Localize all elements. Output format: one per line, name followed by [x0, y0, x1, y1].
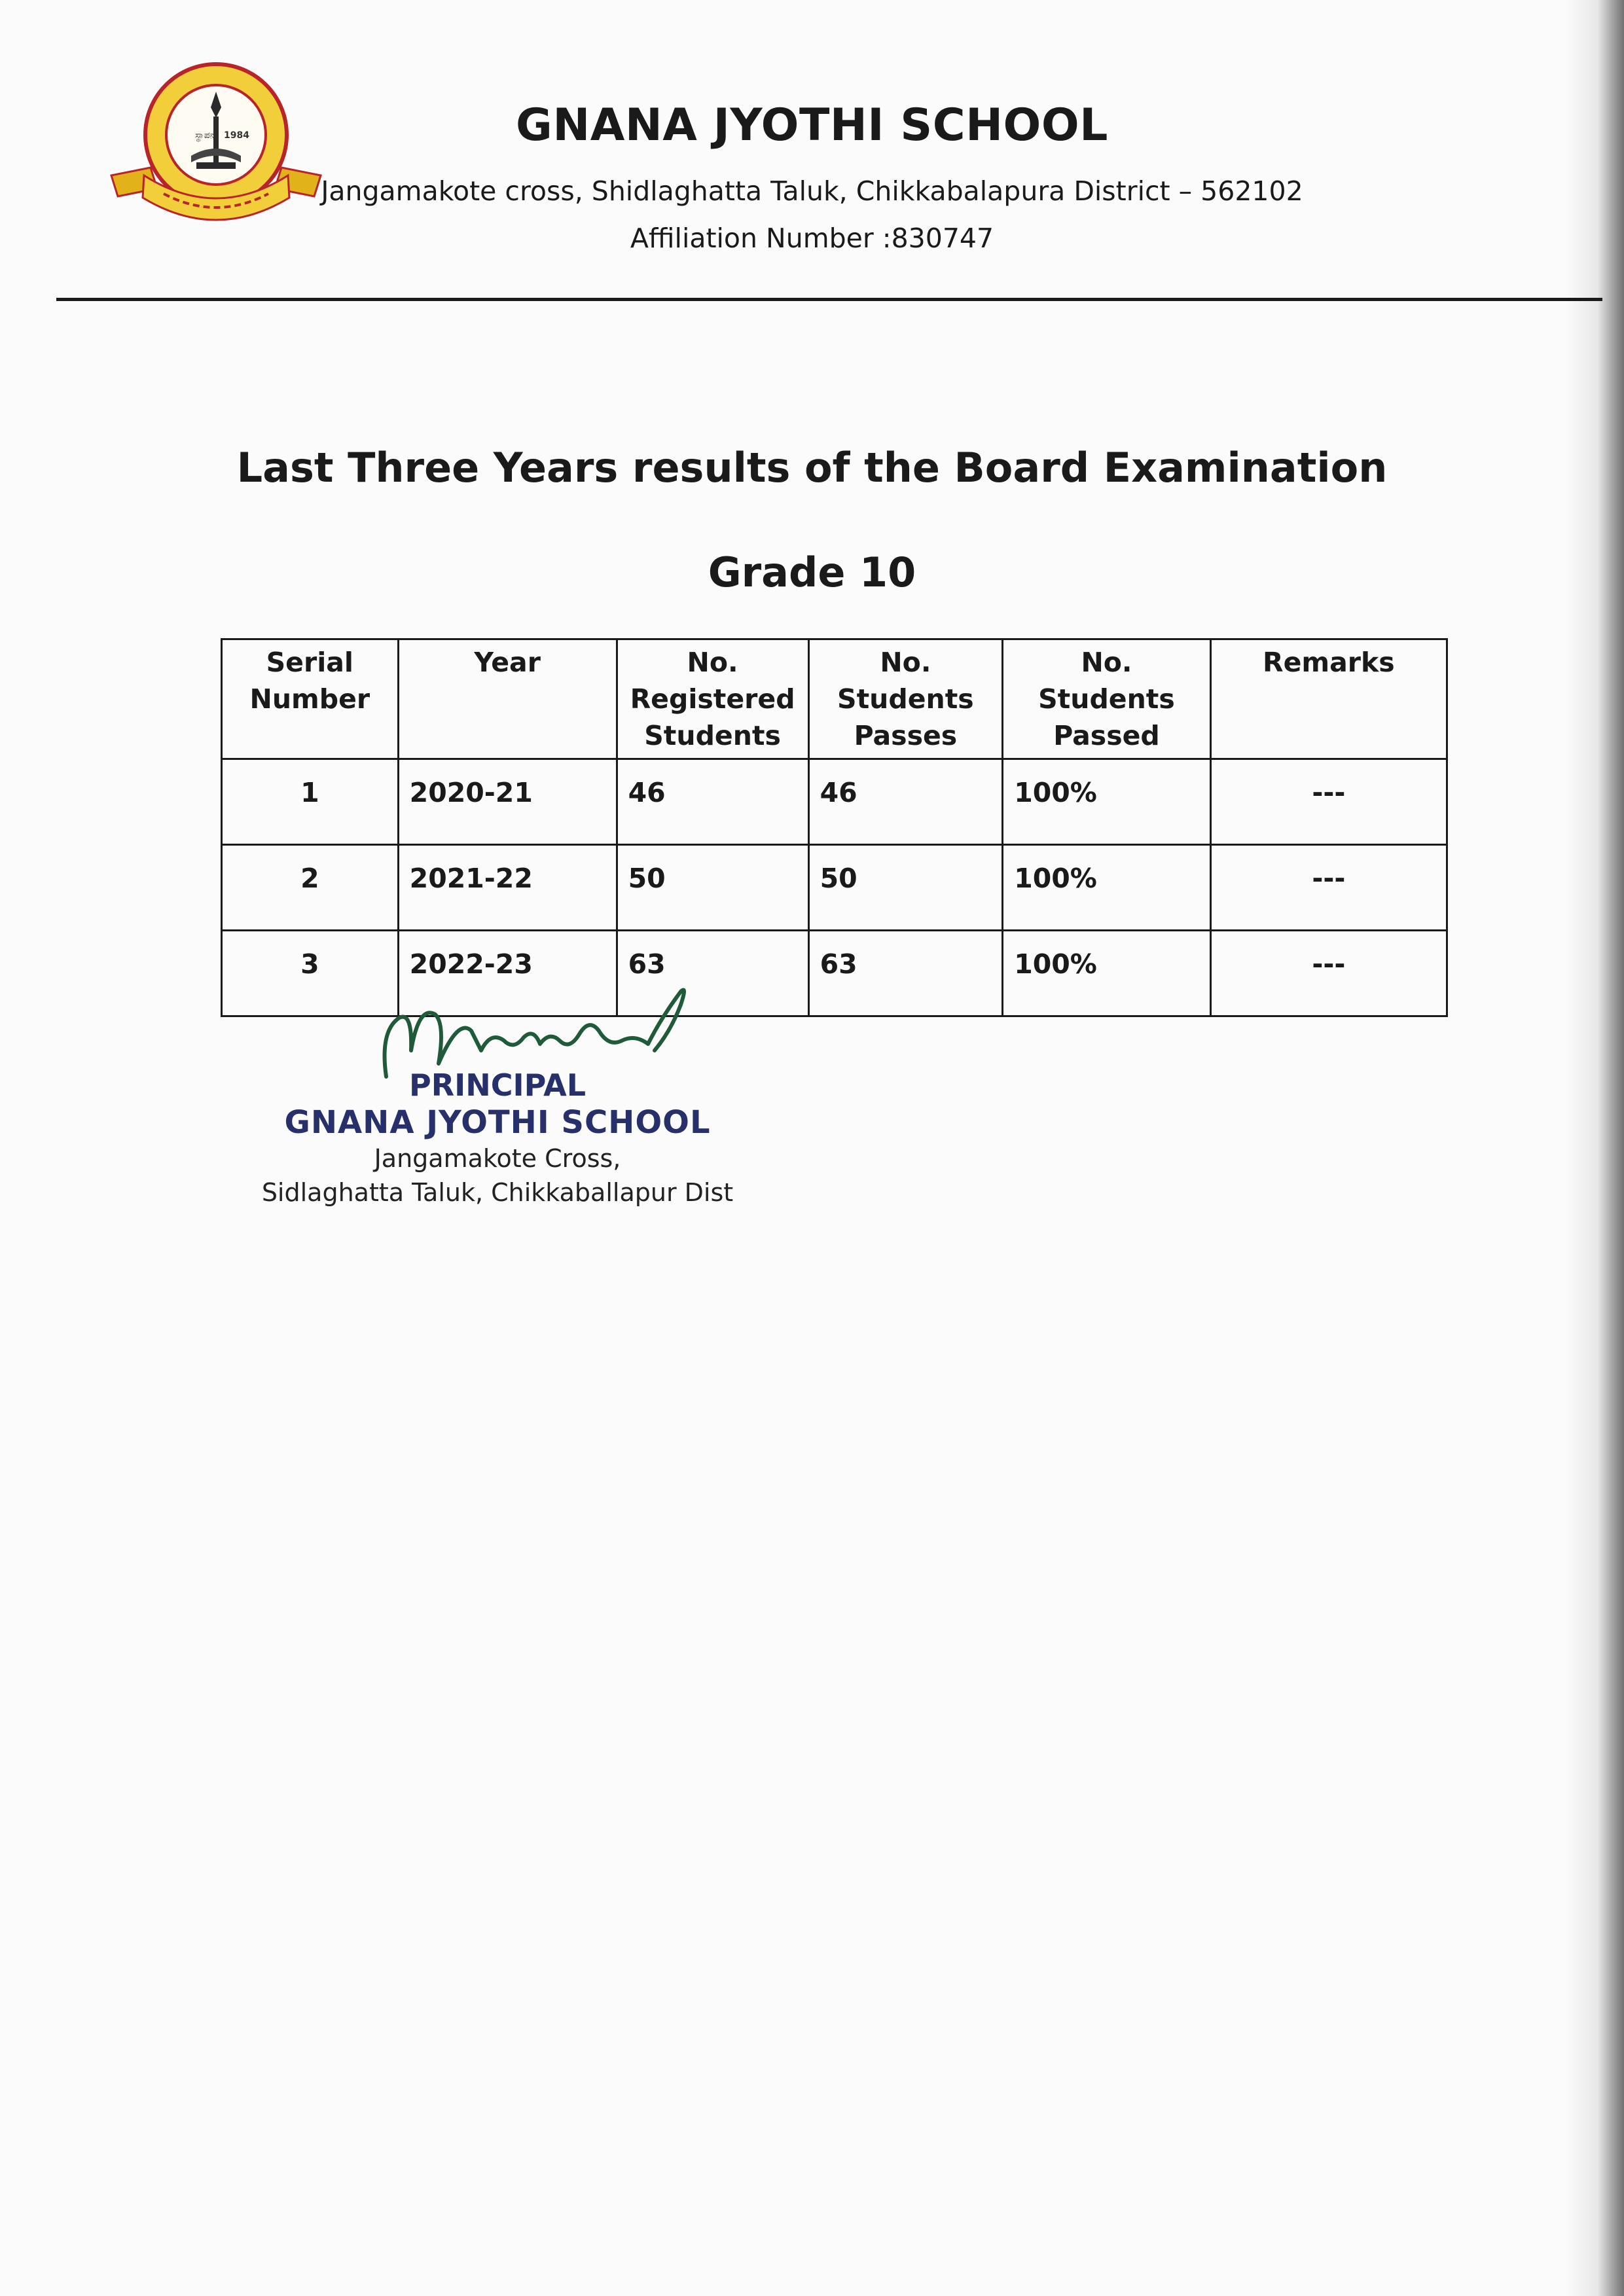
principal-stamp [249, 1067, 746, 1210]
header-year: Year [398, 639, 617, 759]
cell-year: 2021-22 [398, 845, 617, 931]
header-students-passes: No. Students Passes [808, 639, 1003, 759]
header-students-passed: No. Students Passed [1003, 639, 1211, 759]
page-title: Last Three Years results of the Board Examination [236, 444, 1388, 492]
cell-passed: 100% [1003, 759, 1211, 845]
cell-passes: 63 [808, 931, 1003, 1016]
svg-text:1984: 1984 [224, 130, 249, 141]
school-address: Jangamakote cross, Shidlaghatta Taluk, Chikkabalapura District – 562102 [321, 175, 1303, 207]
cell-remarks: --- [1210, 931, 1447, 1016]
cell-passed: 100% [1003, 931, 1211, 1016]
school-name: GNANA JYOTHI SCHOOL [516, 99, 1108, 151]
results-table [221, 638, 1448, 1017]
stamp-address-line-2: Sidlaghatta Taluk, Chikkaballapur Dist [261, 1178, 734, 1207]
cell-year: 2020-21 [398, 759, 617, 845]
table-row [222, 845, 1447, 931]
page-edge-shadow [1565, 0, 1624, 2296]
cell-registered: 46 [617, 759, 808, 845]
stamp-school-name: GNANA JYOTHI SCHOOL [284, 1104, 711, 1141]
stamp-title: PRINCIPAL [408, 1067, 586, 1103]
cell-passes: 46 [808, 759, 1003, 845]
header-divider [56, 298, 1602, 301]
cell-registered: 63 [617, 931, 808, 1016]
grade-heading: Grade 10 [708, 548, 916, 596]
header-registered-students: No. Registered Students [617, 639, 808, 759]
svg-text:ಸ್ಥಾಪನೆ: ಸ್ಥಾಪನೆ [195, 130, 216, 141]
cell-year: 2022-23 [398, 931, 617, 1016]
cell-remarks: --- [1210, 759, 1447, 845]
cell-serial: 1 [222, 759, 399, 845]
table-header-row [222, 639, 1447, 759]
table-row [222, 759, 1447, 845]
header-serial-number: Serial Number [222, 639, 399, 759]
cell-serial: 2 [222, 845, 399, 931]
cell-serial: 3 [222, 931, 399, 1016]
stamp-address-line-1: Jangamakote Cross, [374, 1144, 621, 1173]
header-remarks: Remarks [1210, 639, 1447, 759]
cell-registered: 50 [617, 845, 808, 931]
cell-passes: 50 [808, 845, 1003, 931]
affiliation-number: Affiliation Number :830747 [630, 223, 994, 254]
cell-passed: 100% [1003, 845, 1211, 931]
cell-remarks: --- [1210, 845, 1447, 931]
